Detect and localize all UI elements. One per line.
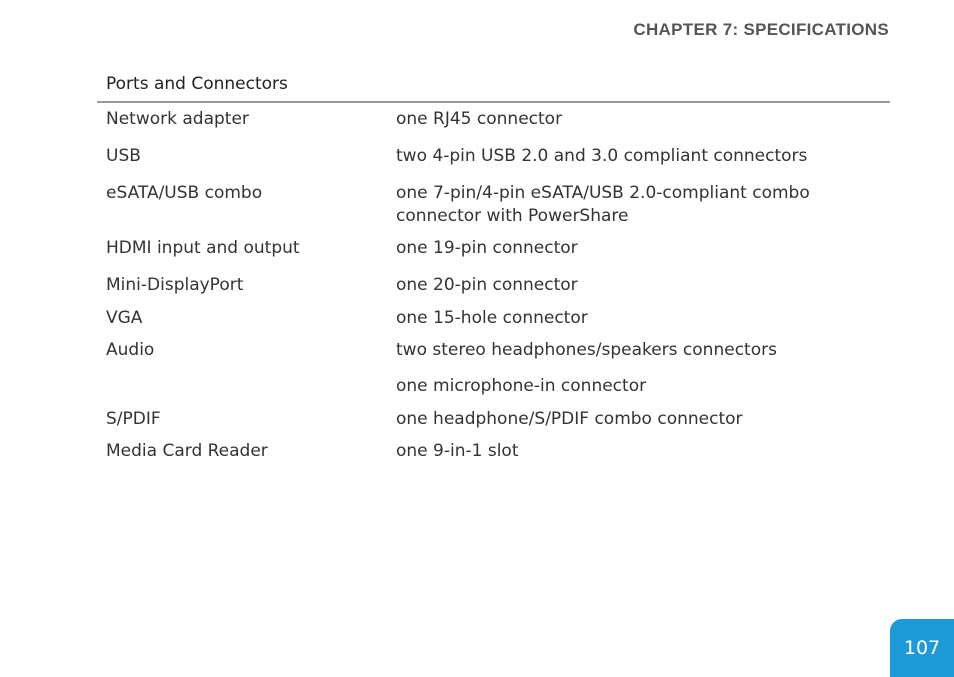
row-label-usb: USB: [106, 146, 141, 166]
row-label-vga: VGA: [106, 308, 143, 328]
row-value-audio: two stereo headphones/speakers connectors: [396, 340, 777, 360]
row-value-esata-usb-cont: connector with PowerShare: [396, 206, 629, 226]
row-value-vga: one 15-hole connector: [396, 308, 588, 328]
section-divider: [97, 101, 890, 103]
row-label-network-adapter: Network adapter: [106, 109, 249, 129]
row-value-usb: two 4-pin USB 2.0 and 3.0 compliant connectors: [396, 146, 808, 166]
row-value-mini-displayport: one 20-pin connector: [396, 275, 578, 295]
row-value-network-adapter: one RJ45 connector: [396, 109, 563, 129]
row-label-hdmi: HDMI input and output: [106, 238, 300, 258]
page-number: 107: [903, 637, 941, 659]
row-value-hdmi: one 19-pin connector: [396, 238, 578, 258]
row-label-spdif: S/PDIF: [106, 409, 161, 429]
row-value-esata-usb: one 7-pin/4-pin eSATA/USB 2.0-compliant combo: [396, 183, 810, 203]
section-title: Ports and Connectors: [106, 74, 288, 94]
row-label-mini-displayport: Mini-DisplayPort: [106, 275, 244, 295]
row-label-esata-usb: eSATA/USB combo: [106, 183, 263, 203]
row-value-spdif: one headphone/S/PDIF combo connector: [396, 409, 743, 429]
row-label-audio: Audio: [106, 340, 155, 360]
chapter-header: CHAPTER 7: SPECIFICATIONS: [633, 20, 889, 39]
row-value-media-card-reader: one 9-in-1 slot: [396, 441, 519, 461]
page-number-badge: [890, 619, 954, 677]
row-label-media-card-reader: Media Card Reader: [106, 441, 268, 461]
row-value-audio-mic: one microphone-in connector: [396, 376, 647, 396]
